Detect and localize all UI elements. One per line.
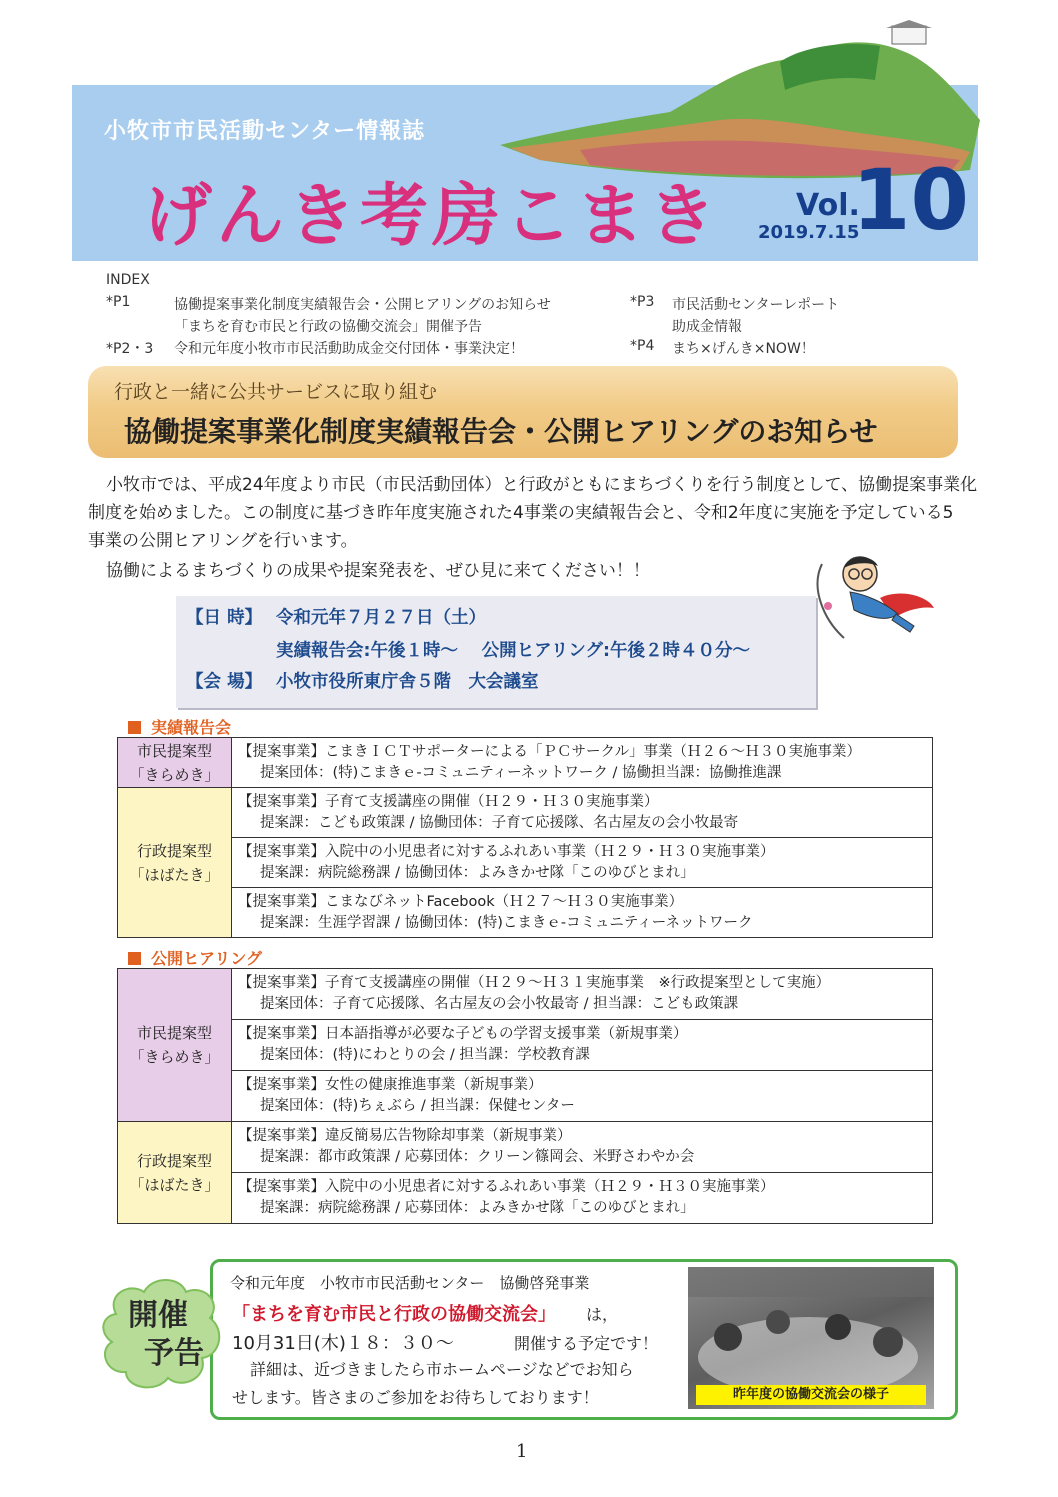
table-row <box>118 1071 933 1122</box>
volume-label: Vol. <box>796 188 860 223</box>
banner-subtitle: 行政と一緒に公共サービスに取り組む <box>114 381 438 403</box>
category-cell: 市民提案型 「きらめき」 <box>118 969 232 1122</box>
project-cell: 【提案事業】子育て支援講座の開催（Ｈ２９・Ｈ３０実施事業） 提案課：こども政策課 / 協働団体：子育て応援隊、名古屋友の会小牧最寄 <box>232 788 933 838</box>
date-label: 【日 時】 <box>186 608 263 628</box>
hearing-table <box>117 968 933 1224</box>
event-time: 実績報告会:午後１時～ 公開ヒアリング:午後２時４０分～ <box>276 641 751 661</box>
announcement-event-suffix: は， <box>586 1305 619 1324</box>
newsletter-subtitle: 小牧市市民活動センター情報誌 <box>104 119 426 144</box>
project-cell: 【提案事業】入院中の小児患者に対するふれあい事業（Ｈ２９・Ｈ３０実施事業） 提案課：病院総務課 / 協働団体：よみきかせ隊「このゆびとまれ」 <box>232 838 933 888</box>
announcement-detail: せします。皆さまのご参加をお待ちしております！ <box>232 1388 599 1407</box>
project-cell: 【提案事業】子育て支援講座の開催（Ｈ２９～Ｈ３１実施事業 ※行政提案型として実施） 提案団体：子育て応援隊、名古屋友の会小牧最寄 / 担当課：こども政策課 <box>232 969 933 1020</box>
section-marker-icon <box>128 721 141 734</box>
category-cell: 行政提案型 「はばたき」 <box>118 788 232 938</box>
venue-label: 【会 場】 <box>186 672 263 692</box>
announcement-date: 10月31日(木)１８：３０～ <box>232 1333 454 1354</box>
index-entry: まち×げんき×NOW！ <box>672 341 815 357</box>
intro-line: 事業の公開ヒアリングを行います。 <box>88 531 358 551</box>
index-entry: 令和元年度小牧市市民活動助成金交付団体・事業決定！ <box>174 341 524 357</box>
project-cell: 【提案事業】こまきＩＣＴサポーターによる「ＰＣサークル」事業（Ｈ２６～Ｈ３０実施事業） 提案団体：(特)こまきｅ-コミュニティーネットワーク / 協働担当課：協働推進課 <box>232 738 933 788</box>
project-cell: 【提案事業】日本語指導が必要な子どもの学習支援事業（新規事業） 提案団体：(特)にわとりの会 / 担当課：学校教育課 <box>232 1020 933 1071</box>
table-row <box>118 1020 933 1071</box>
category-cell: 市民提案型 「きらめき」 <box>118 738 232 788</box>
project-cell: 【提案事業】入院中の小児患者に対するふれあい事業（Ｈ２９・Ｈ３０実施事業） 提案課：病院総務課 / 応募団体：よみきかせ隊「このゆびとまれ」 <box>232 1173 933 1224</box>
index-heading: INDEX <box>106 272 150 288</box>
index-marker: *P3 <box>630 294 655 310</box>
index-entry: 協働提案事業化制度実績報告会・公開ヒアリングのお知らせ <box>174 297 551 313</box>
badge-text: 開催 <box>128 1298 188 1333</box>
announcement-heading: 令和元年度 小牧市市民活動センター 協働啓発事業 <box>230 1274 590 1292</box>
table-row <box>118 1122 933 1173</box>
project-cell: 【提案事業】こまなびネットFacebook（Ｈ２７～Ｈ３０実施事業） 提案課：生涯学習課 / 協働団体：(特)こまきｅ-コミュニティーネットワーク <box>232 888 933 938</box>
table-row <box>118 738 933 788</box>
category-cell: 行政提案型 「はばたき」 <box>118 1122 232 1224</box>
table-row <box>118 888 933 938</box>
photo-caption: 昨年度の協働交流会の様子 <box>696 1385 926 1405</box>
index-entry: 市民活動センターレポート <box>672 297 840 313</box>
table-row <box>118 838 933 888</box>
intro-line: 小牧市では、平成24年度より市民（市民活動団体）と行政がともにまちづくりを行う制度として、協働提案事業化 <box>106 475 978 495</box>
index-marker: *P1 <box>106 294 131 310</box>
badge-text: 予告 <box>144 1336 204 1371</box>
report-section-label: 実績報告会 <box>128 715 231 738</box>
newsletter-title: げんき考房こまき <box>144 177 721 256</box>
announcement-event-name: 「まちを育む市民と行政の協働交流会」 <box>232 1304 556 1325</box>
volume-number: 10 <box>852 151 969 249</box>
announcement-detail: 詳細は、近づきましたら市ホームページなどでお知ら <box>250 1360 634 1379</box>
index-entry: 助成金情報 <box>672 319 742 335</box>
table-row <box>118 788 933 838</box>
event-venue: 小牧市役所東庁舎５階 大会議室 <box>276 672 539 692</box>
project-cell: 【提案事業】女性の健康推進事業（新規事業） 提案団体：(特)ちぇぶら / 担当課：保健センター <box>232 1071 933 1122</box>
report-table <box>117 737 933 938</box>
intro-line: 制度を始めました。この制度に基づき昨年度実施された4事業の実績報告会と、令和2年度に実施を予定している5 <box>88 503 954 523</box>
hearing-section-label: 公開ヒアリング <box>128 946 262 969</box>
mascot-illustration <box>810 548 938 670</box>
index-marker: *P2・3 <box>106 341 154 357</box>
issue-date: 2019.7.15 <box>758 222 860 243</box>
index-entry: 「まちを育む市民と行政の協働交流会」開催予告 <box>174 319 482 335</box>
table-row <box>118 969 933 1020</box>
event-date: 令和元年７月２７日（土） <box>276 608 486 628</box>
announcement-date-suffix: 開催する予定です！ <box>514 1334 659 1353</box>
table-row <box>118 1173 933 1224</box>
banner-title: 協働提案事業化制度実績報告会・公開ヒアリングのお知らせ <box>124 415 878 448</box>
page-number: 1 <box>516 1441 528 1462</box>
project-cell: 【提案事業】違反簡易広告物除却事業（新規事業） 提案課：都市政策課 / 応募団体：クリーン篠岡会、米野さわやか会 <box>232 1122 933 1173</box>
intro-line: 協働によるまちづくりの成果や提案発表を、ぜひ見に来てください！！ <box>106 561 650 581</box>
section-marker-icon <box>128 952 141 965</box>
index-marker: *P4 <box>630 338 655 354</box>
